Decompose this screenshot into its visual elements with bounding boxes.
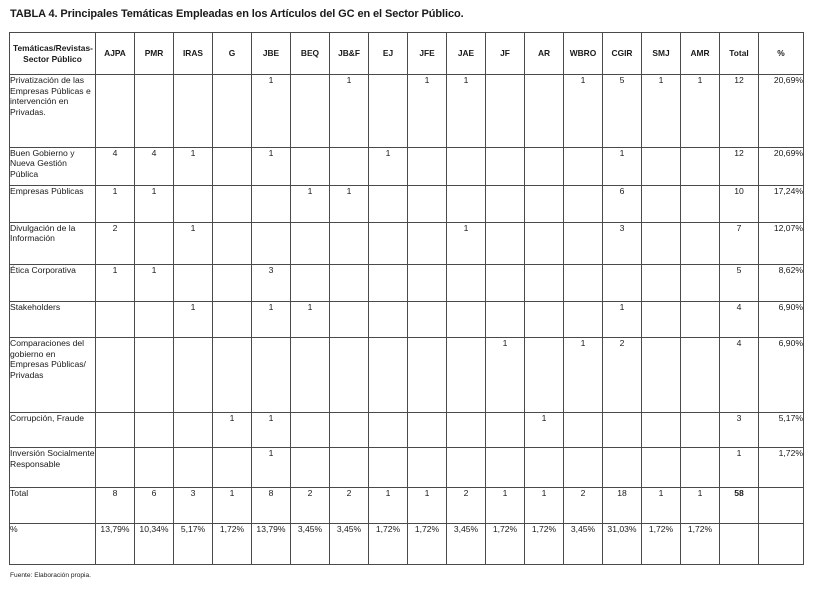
table-cell <box>369 75 408 148</box>
table-cell <box>447 186 486 222</box>
table-cell <box>213 265 252 301</box>
table-cell <box>291 147 330 186</box>
table-cell <box>642 301 681 337</box>
table-cell: 1 <box>213 487 252 523</box>
table-cell: 1 <box>291 301 330 337</box>
table-cell: 1 <box>525 487 564 523</box>
table-cell <box>96 301 135 337</box>
table-cell: 1 <box>486 487 525 523</box>
table-cell: 1 <box>135 265 174 301</box>
source-note: Fuente: Elaboración propia. <box>10 572 92 579</box>
row-label: Buen Gobierno y Nueva Gestión Pública <box>10 147 96 186</box>
table-cell <box>486 75 525 148</box>
total-cell: 12 <box>720 147 759 186</box>
percent-cell: 8,62% <box>759 265 804 301</box>
table-cell <box>252 338 291 413</box>
table-cell <box>681 147 720 186</box>
percent-cell: 1,72% <box>759 448 804 488</box>
table-cell <box>330 265 369 301</box>
table-cell <box>486 265 525 301</box>
table-cell: 1,72% <box>525 524 564 565</box>
table-cell: 13,79% <box>96 524 135 565</box>
table-row <box>10 338 804 413</box>
table-cell: 1 <box>330 75 369 148</box>
table-cell <box>135 75 174 148</box>
table-cell <box>408 265 447 301</box>
table-cell <box>213 301 252 337</box>
row-label: Privatización de las Empresas Públicas e intervención en Privadas. <box>10 75 96 148</box>
table-cell <box>252 186 291 222</box>
table-cell: 1 <box>252 413 291 448</box>
table-cell <box>564 186 603 222</box>
total-cell <box>720 524 759 565</box>
header-topic: Temáticas/Revistas-Sector Público <box>10 33 96 75</box>
table-cell: 6 <box>603 186 642 222</box>
table-cell: 1 <box>408 487 447 523</box>
percent-cell: 6,90% <box>759 301 804 337</box>
table-cell <box>642 413 681 448</box>
table-cell: 1 <box>603 301 642 337</box>
table-cell <box>525 186 564 222</box>
table-cell <box>330 338 369 413</box>
row-label: Corrupción, Fraude <box>10 413 96 448</box>
table-cell <box>408 222 447 265</box>
table-cell <box>642 147 681 186</box>
table-cell <box>408 448 447 488</box>
percent-cell: 20,69% <box>759 75 804 148</box>
table-cell <box>213 75 252 148</box>
table-cell <box>486 301 525 337</box>
table-cell <box>564 222 603 265</box>
table-cell: 13,79% <box>252 524 291 565</box>
table-row <box>10 75 804 148</box>
header-col: EJ <box>369 33 408 75</box>
table-cell <box>525 448 564 488</box>
table-cell <box>252 222 291 265</box>
row-label: Stakeholders <box>10 301 96 337</box>
table-cell: 2 <box>330 487 369 523</box>
header-col: AMR <box>681 33 720 75</box>
table-cell: 1 <box>681 487 720 523</box>
header-col: G <box>213 33 252 75</box>
table-cell <box>447 448 486 488</box>
header-col: JFE <box>408 33 447 75</box>
table-cell: 1 <box>291 186 330 222</box>
table-cell: 1 <box>642 487 681 523</box>
table-cell: 1 <box>681 75 720 148</box>
table-row <box>10 147 804 186</box>
table-cell: 31,03% <box>603 524 642 565</box>
percent-cell <box>759 524 804 565</box>
table-cell: 1 <box>564 338 603 413</box>
table-cell <box>369 301 408 337</box>
table-cell: 1 <box>252 301 291 337</box>
table-cell <box>564 147 603 186</box>
table-cell <box>369 413 408 448</box>
table-cell <box>408 338 447 413</box>
table-cell: 1,72% <box>642 524 681 565</box>
table-cell <box>96 75 135 148</box>
percent-cell: 5,17% <box>759 413 804 448</box>
table-cell <box>369 265 408 301</box>
row-label: Divulgación de la Información <box>10 222 96 265</box>
total-cell: 12 <box>720 75 759 148</box>
table-cell <box>330 448 369 488</box>
table-cell: 1 <box>369 487 408 523</box>
table-cell: 1 <box>174 222 213 265</box>
table-cell <box>564 448 603 488</box>
percent-cell <box>759 487 804 523</box>
table-cell <box>330 413 369 448</box>
percent-cell: 20,69% <box>759 147 804 186</box>
table-row <box>10 265 804 301</box>
header-col: PMR <box>135 33 174 75</box>
table-cell: 5,17% <box>174 524 213 565</box>
table-cell <box>330 301 369 337</box>
table-cell: 3 <box>252 265 291 301</box>
table-cell <box>486 147 525 186</box>
row-label: Comparaciones del gobierno en Empresas Públicas/ Privadas <box>10 338 96 413</box>
row-label: Ética Corporativa <box>10 265 96 301</box>
table-cell: 8 <box>252 487 291 523</box>
percent-cell: 6,90% <box>759 338 804 413</box>
total-cell: 4 <box>720 338 759 413</box>
table-cell <box>291 448 330 488</box>
table-cell <box>291 265 330 301</box>
table-cell: 4 <box>135 147 174 186</box>
table-cell: 1,72% <box>681 524 720 565</box>
table-cell <box>174 265 213 301</box>
table-cell: 1 <box>447 75 486 148</box>
header-col: JB&F <box>330 33 369 75</box>
header-col: AJPA <box>96 33 135 75</box>
table-cell <box>681 413 720 448</box>
row-label: Empresas Públicas <box>10 186 96 222</box>
table-cell <box>603 413 642 448</box>
table-cell <box>135 301 174 337</box>
table-cell <box>330 222 369 265</box>
table-cell <box>681 265 720 301</box>
table-row <box>10 301 804 337</box>
header-col: JAE <box>447 33 486 75</box>
table-cell: 8 <box>96 487 135 523</box>
table-cell <box>603 448 642 488</box>
table-cell: 1 <box>642 75 681 148</box>
table-cell: 1 <box>174 147 213 186</box>
table-cell: 1 <box>330 186 369 222</box>
table-cell: 1 <box>369 147 408 186</box>
table-cell: 1,72% <box>486 524 525 565</box>
table-cell: 1 <box>564 75 603 148</box>
table-cell <box>681 338 720 413</box>
table-cell: 2 <box>291 487 330 523</box>
table-cell <box>135 222 174 265</box>
table-cell <box>135 413 174 448</box>
table-title: TABLA 4. Principales Temáticas Empleadas en los Artículos del GC en el Sector Público. <box>10 8 464 20</box>
total-cell: 1 <box>720 448 759 488</box>
table-cell <box>213 448 252 488</box>
table-cell <box>369 222 408 265</box>
data-table <box>9 32 804 565</box>
header-col: JBE <box>252 33 291 75</box>
table-cell <box>135 448 174 488</box>
table-cell <box>174 448 213 488</box>
header-col: CGIR <box>603 33 642 75</box>
table-cell: 1 <box>252 75 291 148</box>
table-cell: 3 <box>603 222 642 265</box>
header-row <box>10 33 804 75</box>
table-cell <box>174 413 213 448</box>
table-cell <box>213 147 252 186</box>
percent-cell: 17,24% <box>759 186 804 222</box>
table-row <box>10 524 804 565</box>
table-cell <box>642 265 681 301</box>
total-cell: 5 <box>720 265 759 301</box>
table-cell <box>642 448 681 488</box>
table-cell <box>408 413 447 448</box>
table-cell <box>291 222 330 265</box>
header-col: WBRO <box>564 33 603 75</box>
table-cell: 3,45% <box>291 524 330 565</box>
table-cell <box>96 448 135 488</box>
table-cell <box>642 338 681 413</box>
table-cell: 1 <box>252 147 291 186</box>
table-cell <box>369 338 408 413</box>
table-cell <box>525 222 564 265</box>
table-cell <box>447 265 486 301</box>
table-cell <box>330 147 369 186</box>
total-cell: 58 <box>720 487 759 523</box>
table-cell: 6 <box>135 487 174 523</box>
table-row <box>10 448 804 488</box>
table-cell: 1 <box>96 265 135 301</box>
table-cell: 2 <box>603 338 642 413</box>
table-cell <box>96 413 135 448</box>
table-cell <box>408 186 447 222</box>
table-cell: 1,72% <box>408 524 447 565</box>
table-cell <box>174 186 213 222</box>
table-cell: 3 <box>174 487 213 523</box>
table-cell: 10,34% <box>135 524 174 565</box>
table-cell <box>525 338 564 413</box>
row-label: Total <box>10 487 96 523</box>
header-col-total: Total <box>720 33 759 75</box>
header-col: BEQ <box>291 33 330 75</box>
table-cell <box>603 265 642 301</box>
table-cell: 1 <box>486 338 525 413</box>
total-cell: 7 <box>720 222 759 265</box>
table-cell: 4 <box>96 147 135 186</box>
table-row <box>10 186 804 222</box>
table-cell <box>681 222 720 265</box>
table-cell <box>525 75 564 148</box>
table-cell: 1 <box>96 186 135 222</box>
table-cell <box>681 186 720 222</box>
total-cell: 3 <box>720 413 759 448</box>
total-cell: 4 <box>720 301 759 337</box>
table-cell <box>213 338 252 413</box>
table-cell <box>447 301 486 337</box>
table-cell <box>525 147 564 186</box>
table-cell <box>525 265 564 301</box>
table-cell <box>369 186 408 222</box>
table-cell: 1 <box>447 222 486 265</box>
header-col: SMJ <box>642 33 681 75</box>
table-cell <box>486 448 525 488</box>
table-cell <box>642 222 681 265</box>
table-cell <box>564 301 603 337</box>
table-cell <box>291 413 330 448</box>
table-cell: 5 <box>603 75 642 148</box>
table-cell <box>291 338 330 413</box>
table-cell <box>681 448 720 488</box>
table-cell: 1 <box>252 448 291 488</box>
table-cell: 2 <box>96 222 135 265</box>
table-cell: 2 <box>564 487 603 523</box>
table-cell <box>564 265 603 301</box>
total-cell: 10 <box>720 186 759 222</box>
header-col: AR <box>525 33 564 75</box>
table-cell <box>174 338 213 413</box>
header-col: IRAS <box>174 33 213 75</box>
table-cell <box>564 413 603 448</box>
table-row <box>10 413 804 448</box>
table-cell: 3,45% <box>330 524 369 565</box>
table-cell: 1 <box>408 75 447 148</box>
table-cell <box>447 147 486 186</box>
table-cell <box>135 338 174 413</box>
table-cell <box>681 301 720 337</box>
table-cell: 3,45% <box>447 524 486 565</box>
table-cell <box>486 222 525 265</box>
table-cell <box>447 413 486 448</box>
table-cell: 1 <box>603 147 642 186</box>
table-cell <box>291 75 330 148</box>
table-body <box>10 75 804 565</box>
table-cell: 3,45% <box>564 524 603 565</box>
table-cell <box>213 222 252 265</box>
table-cell: 1 <box>135 186 174 222</box>
header-col-percent: % <box>759 33 804 75</box>
table-cell: 2 <box>447 487 486 523</box>
table-cell <box>213 186 252 222</box>
table-cell <box>642 186 681 222</box>
table-cell <box>447 338 486 413</box>
row-label: Inversión Socialmente Responsable <box>10 448 96 488</box>
table-row <box>10 487 804 523</box>
table-cell <box>408 147 447 186</box>
table-cell: 1 <box>525 413 564 448</box>
table-cell: 1 <box>213 413 252 448</box>
percent-cell: 12,07% <box>759 222 804 265</box>
table-cell: 1,72% <box>213 524 252 565</box>
table-cell <box>408 301 447 337</box>
table-cell <box>174 75 213 148</box>
table-cell <box>96 338 135 413</box>
table-cell: 1,72% <box>369 524 408 565</box>
table-cell: 1 <box>174 301 213 337</box>
table-cell: 18 <box>603 487 642 523</box>
table-cell <box>486 186 525 222</box>
table-row <box>10 222 804 265</box>
table-cell <box>369 448 408 488</box>
table-cell <box>486 413 525 448</box>
header-col: JF <box>486 33 525 75</box>
table-cell <box>525 301 564 337</box>
row-label: % <box>10 524 96 565</box>
